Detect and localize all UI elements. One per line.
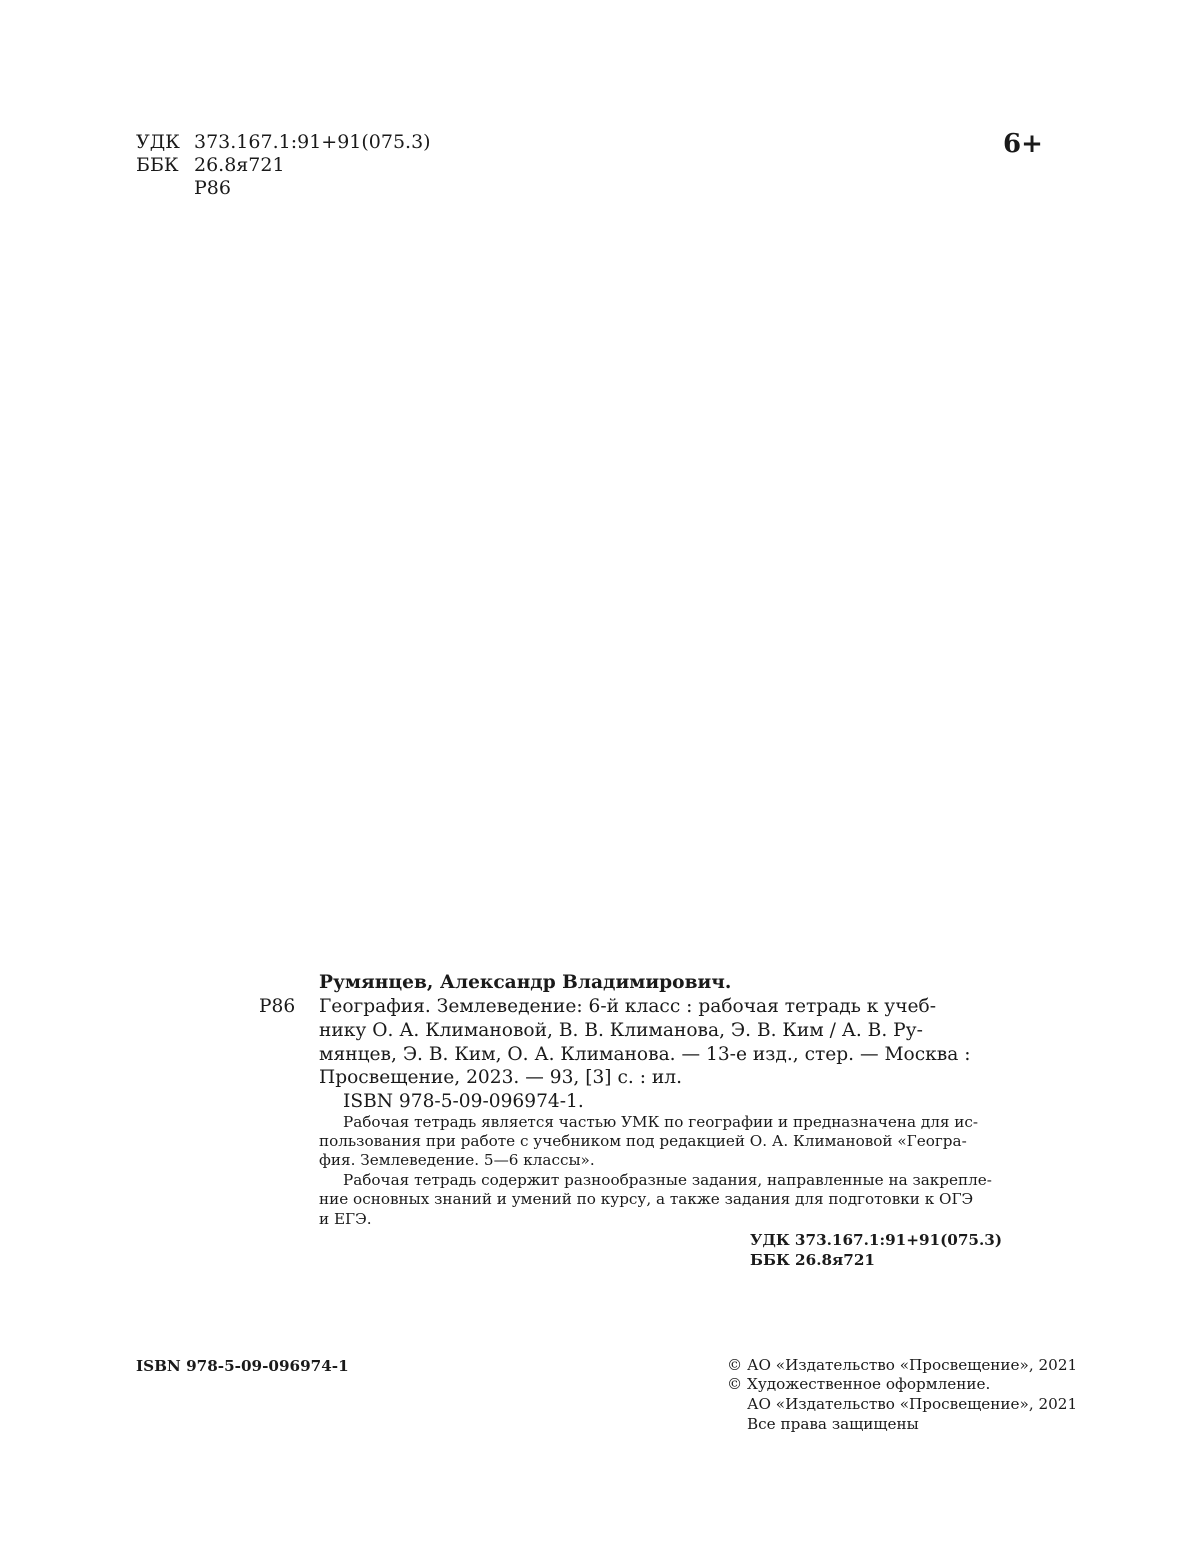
udk-label: УДК <box>136 131 180 153</box>
title-line-2: нику О. А. Климановой, В. В. Климанова, Э. В. Ким / А. В. Ру- <box>319 1020 923 1041</box>
title-line-3: мянцев, Э. В. Ким, О. А. Климанова. — 13-е изд., стер. — Москва : <box>319 1044 971 1065</box>
udk-bottom: УДК 373.167.1:91+91(075.3) <box>750 1231 1003 1249</box>
annotation-2-line-1: Рабочая тетрадь содержит разнообразные задания, направленные на закрепле- <box>343 1171 992 1189</box>
author-mark-record: Р86 <box>259 996 296 1017</box>
bbk-label: ББК <box>136 154 179 176</box>
author-mark-top: Р86 <box>194 177 231 199</box>
copyright-line-2: © Художественное оформление. <box>727 1375 991 1393</box>
annotation-1-line-3: фия. Землеведение. 5—6 классы». <box>319 1151 595 1169</box>
bbk-line <box>136 154 285 177</box>
annotation-2-line-2: ние основных знаний и умений по курсу, а также задания для подготовки к ОГЭ <box>319 1190 974 1208</box>
bbk-bottom: ББК 26.8я721 <box>750 1251 875 1269</box>
title-line-1: География. Землеведение: 6-й класс : рабочая тетрадь к учеб- <box>319 996 937 1017</box>
udk-line <box>136 131 431 154</box>
copyright-line-3: АО «Издательство «Просвещение», 2021 <box>747 1395 1078 1413</box>
annotation-1-line-2: пользования при работе с учебником под редакцией О. А. Климановой «Геогра- <box>319 1132 967 1150</box>
annotation-1-line-1: Рабочая тетрадь является частью УМК по географии и предназначена для ис- <box>343 1113 979 1131</box>
annotation-2-line-3: и ЕГЭ. <box>319 1210 372 1228</box>
copyright-line-1: © АО «Издательство «Просвещение», 2021 <box>727 1356 1078 1374</box>
copyright-line-4: Все права защищены <box>747 1415 919 1433</box>
isbn-record: ISBN 978-5-09-096974-1. <box>343 1091 584 1112</box>
age-rating-mark: 6+ <box>1003 129 1043 159</box>
udk-value: 373.167.1:91+91(075.3) <box>194 131 431 153</box>
isbn-footer: ISBN 978-5-09-096974-1 <box>136 1357 349 1375</box>
bbk-value: 26.8я721 <box>194 154 285 176</box>
author-name: Румянцев, Александр Владимирович. <box>319 972 732 993</box>
title-line-4: Просвещение, 2023. — 93, [3] с. : ил. <box>319 1067 682 1088</box>
